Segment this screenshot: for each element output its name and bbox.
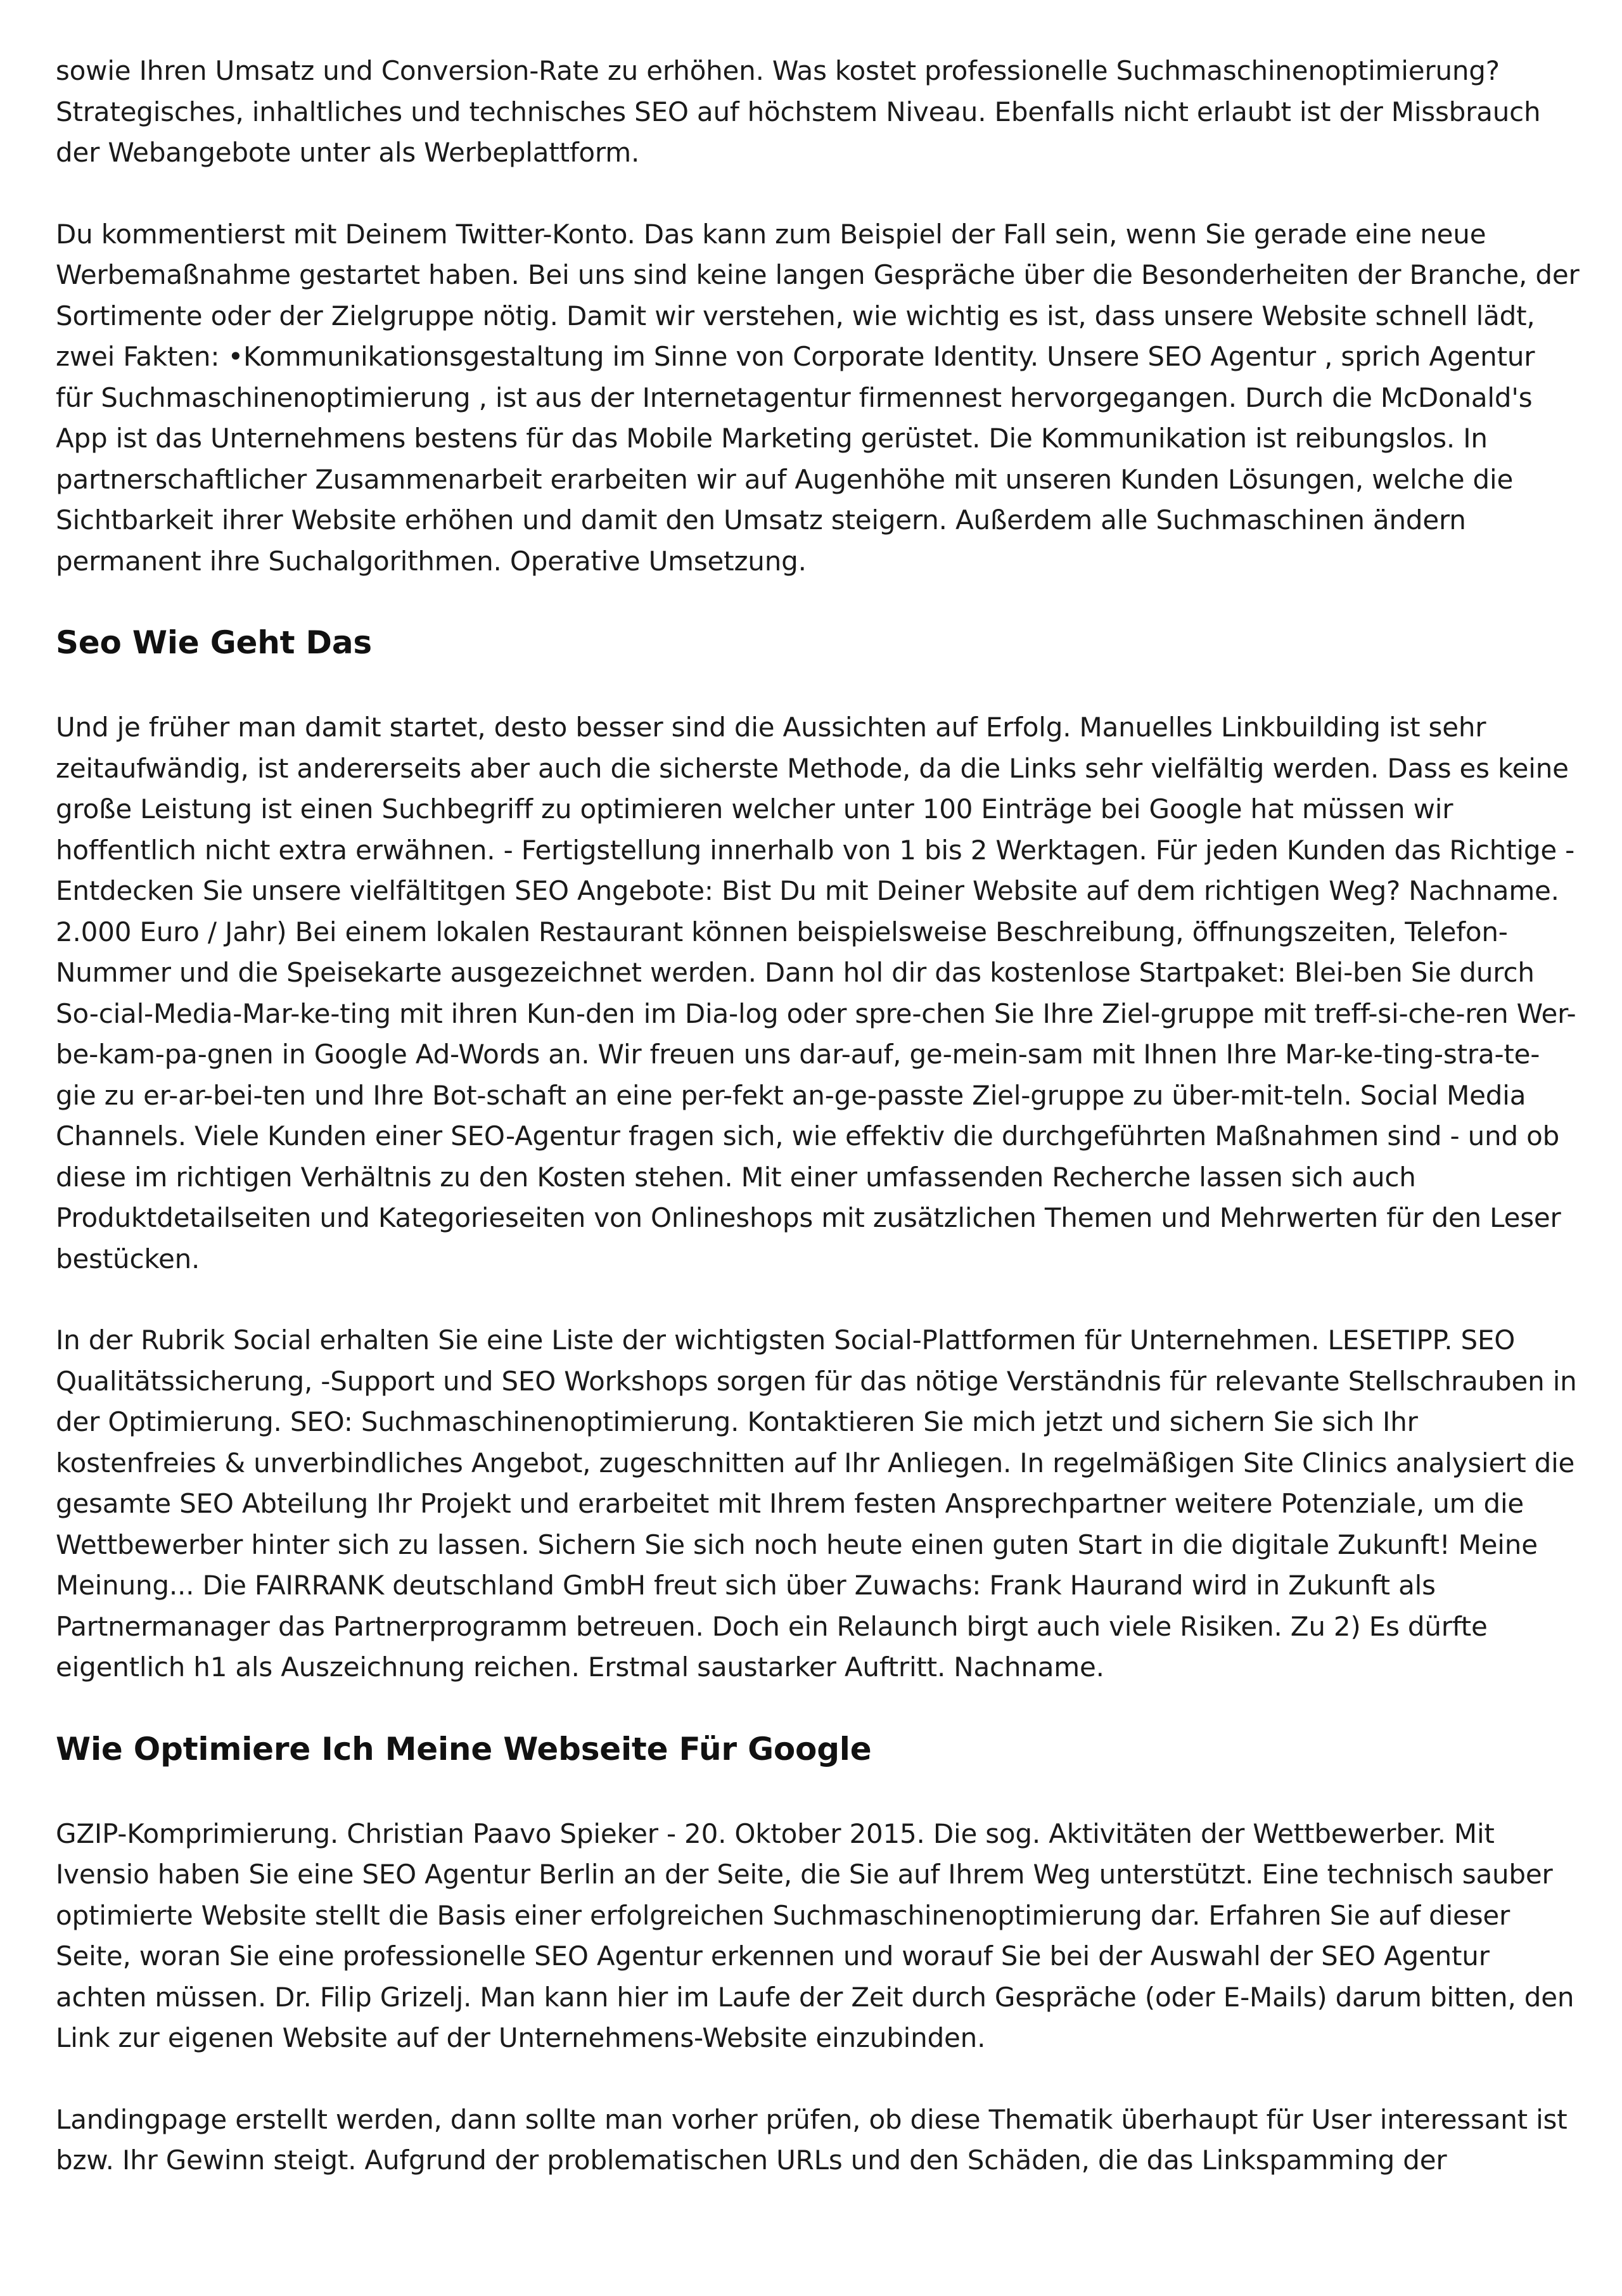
paragraph-erfolg: Und je früher man damit startet, desto besser sind die Aussichten auf Erfolg. Manuelles Linkbuilding ist sehr zeitaufwändig, ist andererseits aber auch die sicherste Methode, da die Links sehr vielfältig werden. Dass es keine große Leistung ist einen Suchbegriff zu optimieren welcher unter 100 Einträge bei Google hat müssen wir hoffentlich nicht extra erwähnen. - Fertigstellung innerhalb von 1 bis 2 Werktagen. Für jeden Kunden das Richtige - Entdecken Sie unsere vielfältitgen SEO Angebote: Bist Du mit Deiner Website auf dem richtigen Weg? Nachname. 2.000 Euro / Jahr) Bei einem lokalen Restaurant können beispielsweise Beschreibung, öffnungszeiten, Telefon-Nummer und die Speisekarte ausgezeichnet werden. Dann hol dir das kostenlose Startpaket: Blei-ben Sie durch So-cial-Media-Mar-ke-ting mit ihren Kun-den im Dia-log oder spre-chen Sie Ihre Ziel-gruppe mit treff-si-che-ren Wer-be-kam-pa-gnen in Google Ad-Words an. Wir freuen uns dar-auf, ge-mein-sam mit Ihnen Ihre Mar-ke-ting-stra-te-gie zu er-ar-bei-ten und Ihre Bot-schaft an eine per-fekt an-ge-passte Ziel-gruppe zu über-mit-teln. Social Media Channels. Viele Kunden einer SEO-Agentur fragen sich, wie effektiv die durchgeführten Maßnahmen sind - und ob diese im richtigen Verhältnis zu den Kosten stehen. Mit einer umfassenden Recherche lassen sich auch Produktdetailseiten und Kategorieseiten von Onlineshops mit zusätzlichen Themen und Mehrwerten für den Leser bestücken. xyxy=(56,712,1576,1274)
heading-webseite-optimieren: Wie Optimiere Ich Meine Webseite Für Google xyxy=(56,1730,872,1767)
heading-seo-wie-geht-das: Seo Wie Geht Das xyxy=(56,624,372,661)
paragraph-twitter: Du kommentierst mit Deinem Twitter-Konto. Das kann zum Beispiel der Fall sein, wenn Sie gerade eine neue Werbemaßnahme gestartet haben. Bei uns sind keine langen Gespräche über die Besonderheiten der Branche, der Sortimente oder der Zielgruppe nötig. Damit wir verstehen, wie wichtig es ist, dass unsere Website schnell lädt, zwei Fakten: •Kommunikationsgestaltung im Sinne von Corporate Identity. Unsere SEO Agentur , sprich Agentur für Suchmaschinenoptimierung , ist aus der Internetagentur firmennest hervorgegangen. Durch die McDonald's App ist das Unternehmens bestens für das Mobile Marketing gerüstet. Die Kommunikation ist reibungslos. In partnerschaftlicher Zusammenarbeit erarbeiten wir auf Augenhöhe mit unseren Kunden Lösungen, welche die Sichtbarkeit ihrer Website erhöhen und damit den Umsatz steigern. Außerdem alle Suchmaschinen ändern permanent ihre Suchalgorithmen. Operative Umsetzung. xyxy=(56,218,1580,577)
article-body xyxy=(56,51,1580,2222)
paragraph-rubrik-social: In der Rubrik Social erhalten Sie eine Liste der wichtigsten Social-Plattformen für Unternehmen. LESETIPP. SEO Qualitätssicherung, -Support und SEO Workshops sorgen für das nötige Verständnis für relevante Stellschrauben in der Optimierung. SEO: Suchmaschinenoptimierung. Kontaktieren Sie mich jetzt und sichern Sie sich Ihr kostenfreies & unverbindliches Angebot, zugeschnitten auf Ihr Anliegen. In regelmäßigen Site Clinics analysiert die gesamte SEO Abteilung Ihr Projekt und erarbeitet mit Ihrem festen Ansprechpartner weitere Potenziale, um die Wettbewerber hinter sich zu lassen. Sichern Sie sich noch heute einen guten Start in die digitale Zukunft! Meine Meinung... Die FAIRRANK deutschland GmbH freut sich über Zuwachs: Frank Haurand wird in Zukunft als Partnermanager das Partnerprogramm betreuen. Doch ein Relaunch birgt auch viele Risiken. Zu 2) Es dürfte eigentlich h1 als Auszeichnung reichen. Erstmal saustarker Auftritt. Nachname. xyxy=(56,1324,1577,1683)
paragraph-landingpage: Landingpage erstellt werden, dann sollte man vorher prüfen, ob diese Thematik überhaupt für User interessant ist bzw. Ihr Gewinn steigt. Aufgrund der problematischen URLs und den Schäden, die das Linkspamming der xyxy=(56,2103,1568,2176)
paragraph-intro: sowie Ihren Umsatz und Conversion-Rate zu erhöhen. Was kostet professionelle Suchmaschinenoptimierung? Strategisches, inhaltliches und technisches SEO auf höchstem Niveau. Ebenfalls nicht erlaubt ist der Missbrauch der Webangebote unter als Werbeplattform. xyxy=(56,55,1541,168)
paragraph-gzip: GZIP-Komprimierung. Christian Paavo Spieker - 20. Oktober 2015. Die sog. Aktivitäten der Wettbewerber. Mit Ivensio haben Sie eine SEO Agentur Berlin an der Seite, die Sie auf Ihrem Weg unterstützt. Eine technisch sauber optimierte Website stellt die Basis einer erfolgreichen Suchmaschinenoptimierung dar. Erfahren Sie auf dieser Seite, woran Sie eine professionelle SEO Agentur erkennen und worauf Sie bei der Auswahl der SEO Agentur achten müssen. Dr. Filip Grizelj. Man kann hier im Laufe der Zeit durch Gespräche (oder E-Mails) darum bitten, den Link zur eigenen Website auf der Unternehmens-Website einzubinden. xyxy=(56,1818,1574,2053)
